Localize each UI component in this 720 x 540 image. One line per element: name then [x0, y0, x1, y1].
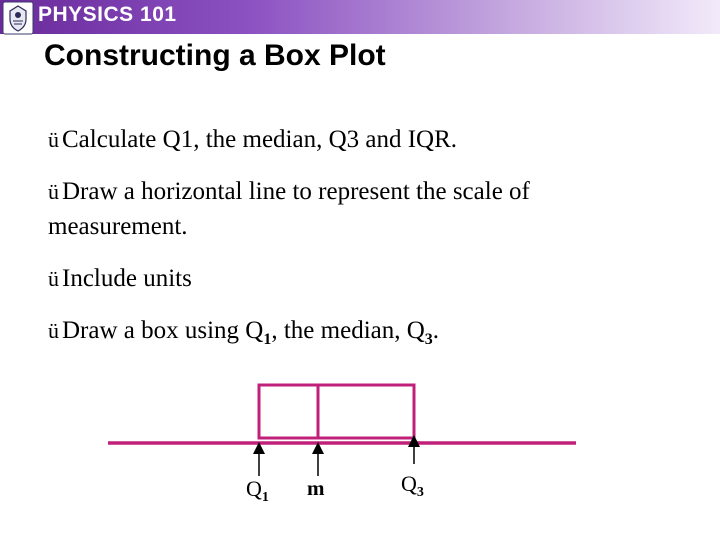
bullet-text-mid: , the median, Q	[271, 317, 425, 344]
bullet-text: Include units	[62, 265, 192, 292]
course-title: PHYSICS 101	[38, 3, 177, 26]
box-plot-box	[259, 385, 414, 438]
q1-label: $Q_1$	[246, 476, 269, 505]
checkmark-icon: ü	[48, 127, 59, 152]
bullet-text-suffix: .	[432, 317, 440, 344]
bullet-text: Calculate Q1, the median, Q3 and IQR.	[62, 126, 458, 153]
bullet-text-prefix: Draw a box using Q	[62, 317, 264, 344]
median-label: m	[307, 476, 325, 500]
subscript: 3	[424, 331, 433, 348]
q3-label: $Q_3$	[401, 471, 424, 500]
checkmark-icon: ü	[48, 318, 59, 343]
checkmark-icon: ü	[48, 179, 59, 204]
subscript: 1	[263, 331, 272, 348]
slide-title: Constructing a Box Plot	[44, 39, 386, 72]
checkmark-icon: ü	[48, 266, 59, 291]
bullet-text: Draw a horizontal line to represent the scale of measurement.	[48, 178, 530, 240]
